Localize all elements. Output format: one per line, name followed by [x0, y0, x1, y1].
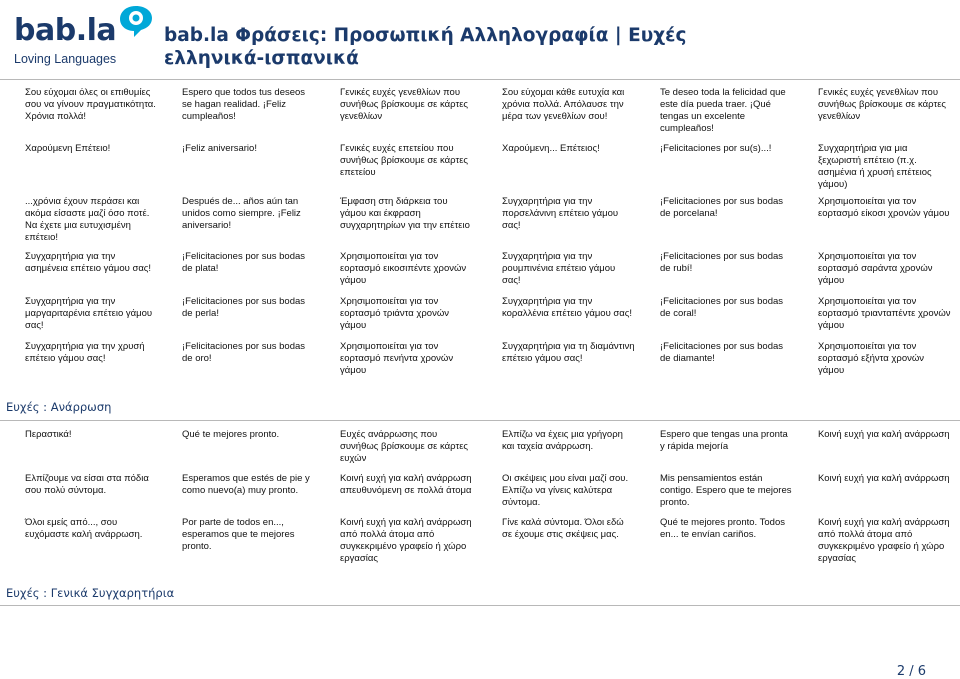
phrase-usage: Χρησιμοποιείται για τον εορτασμό πενήντα χρονών γάμου [340, 341, 454, 376]
phrase-usage: Κοινή ευχή για καλή ανάρρωση [818, 429, 950, 440]
phrase-greek: Συγχαρητήρια για την μαργαριταρένια επέτειο γάμου σας! [25, 296, 153, 331]
page-title-line2: ελληνικά-ισπανικά [164, 48, 359, 69]
phrase-spanish: Espero que todos tus deseos se hagan realidad. ¡Feliz cumpleaños! [182, 87, 306, 122]
phrase-usage: Κοινή ευχή για καλή ανάρρωση απευθυνόμενη σε πολλά άτομα [340, 473, 472, 496]
phrase-usage: Συγχαρητήρια για μια ξεχωριστή επέτειο (π.χ. ασημένια ή χρυσή επέτειος γάμου) [818, 143, 932, 190]
phrase-greek: Περαστικά! [25, 429, 72, 440]
phrase-spanish: ¡Felicitaciones por sus bodas de porcelana! [660, 196, 784, 219]
phrase-usage: Χρησιμοποιείται για τον εορτασμό εξήντα χρονών γάμου [818, 341, 925, 376]
phrase-spanish: Después de... años aún tan unidos como siempre. ¡Feliz aniversario! [182, 196, 301, 231]
phrase-greek: Συγχαρητήρια για την πορσελάνινη επέτειο γάμου σας! [502, 196, 619, 231]
phrase-usage: Χρησιμοποιείται για τον εορτασμό είκοσι χρονών γάμου [818, 196, 950, 219]
phrase-spanish: Por parte de todos en..., esperamos que te mejores pronto. [182, 517, 295, 552]
phrase-spanish: ¡Felicitaciones por sus bodas de rubí! [660, 251, 784, 274]
phrase-greek: Ελπίζω να έχεις μια γρήγορη και ταχεία ανάρρωση. [502, 429, 623, 452]
phrase-spanish: Te deseo toda la felicidad que este día pueda traer. ¡Qué tengas un excelente cumpleaños! [660, 87, 786, 134]
phrase-greek: Συγχαρητήρια για την ρουμπινένια επέτειο γάμου σας! [502, 251, 616, 286]
phrase-spanish: ¡Felicitaciones por sus bodas de oro! [182, 341, 306, 364]
phrase-spanish: ¡Feliz aniversario! [182, 143, 257, 154]
phrase-spanish: ¡Felicitaciones por sus bodas de diamante! [660, 341, 784, 364]
phrase-usage: Γενικές ευχές γενεθλίων που συνήθως βρίσκουμε σε κάρτες γενεθλίων [340, 87, 469, 122]
divider [0, 420, 960, 421]
phrase-spanish: Esperamos que estés de pie y como nuevo(a) muy pronto. [182, 473, 310, 496]
phrase-spanish: ¡Felicitaciones por sus bodas de perla! [182, 296, 306, 319]
phrase-spanish: Qué te mejores pronto. Todos en... te envían cariños. [660, 517, 785, 540]
phrase-greek: ...χρόνια έχουν περάσει και ακόμα είσαστε μαζί όσο ποτέ. Να έχετε μια ευτυχισμένη επέτειο! [25, 196, 150, 243]
phrase-usage: Χρησιμοποιείται για τον εορτασμό τριανταπέντε χρονών γάμου [818, 296, 951, 331]
phrase-greek: Χαρούμενη Επέτειο! [25, 143, 111, 154]
phrase-greek: Οι σκέψεις μου είναι μαζί σου. Ελπίζω να γίνεις καλύτερα σύντομα. [502, 473, 629, 508]
babla-logo[interactable] [14, 4, 154, 70]
section-heading: Ευχές : Γενικά Συγχαρητήρια [6, 586, 175, 600]
page-title-line1: bab.la Φράσεις: Προσωπική Αλληλογραφία | Ευχές [164, 25, 687, 46]
phrase-greek: Συγχαρητήρια για την χρυσή επέτειο γάμου σας! [25, 341, 145, 364]
section-heading: Ευχές : Ανάρρωση [6, 400, 112, 414]
phrase-greek: Συγχαρητήρια για τη διαμάντινη επέτειο γάμου σας! [502, 341, 635, 364]
phrase-usage: Χρησιμοποιείται για τον εορτασμό εικοσιπέντε χρονών γάμου [340, 251, 467, 286]
phrase-greek: Χαρούμενη... Επέτειος! [502, 143, 600, 154]
phrase-usage: Γενικές ευχές γενεθλίων που συνήθως βρίσκουμε σε κάρτες γενεθλίων [818, 87, 947, 122]
phrase-greek: Ελπίζουμε να είσαι στα πόδια σου πολύ σύντομα. [25, 473, 149, 496]
phrase-spanish: Mis pensamientos están contigo. Espero que te mejores pronto. [660, 473, 792, 508]
phrase-usage: Κοινή ευχή για καλή ανάρρωση από πολλά άτομα από συγκεκριμένο γραφείο ή χώρο εργασίας [340, 517, 472, 564]
phrase-spanish: ¡Felicitaciones por sus bodas de coral! [660, 296, 784, 319]
phrase-spanish: ¡Felicitaciones por su(s)...! [660, 143, 772, 154]
phrase-spanish: ¡Felicitaciones por sus bodas de plata! [182, 251, 306, 274]
page-number: 2 / 6 [896, 664, 926, 679]
logo-tagline: Loving Languages [14, 52, 117, 66]
phrase-usage: Ευχές ανάρρωσης που συνήθως βρίσκουμε σε κάρτες ευχών [340, 429, 469, 464]
phrase-greek: Σου εύχομαι όλες οι επιθυμίες σου να γίνουν πραγματικότητα. Χρόνια πολλά! [25, 87, 156, 122]
phrase-greek: Σου εύχομαι κάθε ευτυχία και χρόνια πολλά. Απόλαυσε την μέρα των γενεθλίων σου! [502, 87, 625, 122]
phrase-usage: Κοινή ευχή για καλή ανάρρωση από πολλά άτομα από συγκεκριμένο γραφείο ή χώρο εργασίας [818, 517, 950, 564]
phrase-greek: Όλοι εμείς από..., σου ευχόμαστε καλή ανάρρωση. [25, 517, 143, 540]
phrase-usage: Έμφαση στη διάρκεια του γάμου και έκφραση συγχαρητηρίων για την επέτειο [340, 196, 470, 231]
logo-wordmark: bab.la [14, 13, 117, 48]
divider [0, 79, 960, 80]
speech-bubble-icon [118, 4, 154, 38]
phrase-usage: Κοινή ευχή για καλή ανάρρωση [818, 473, 950, 484]
divider [0, 605, 960, 606]
page-title [164, 24, 686, 70]
phrase-spanish: Qué te mejores pronto. [182, 429, 280, 440]
phrase-greek: Συγχαρητήρια για την κοραλλένια επέτειο γάμου σας! [502, 296, 632, 319]
phrase-usage: Γενικές ευχές επετείου που συνήθως βρίσκουμε σε κάρτες επετείου [340, 143, 469, 178]
phrase-usage: Χρησιμοποιείται για τον εορτασμό σαράντα χρονών γάμου [818, 251, 933, 286]
phrase-greek: Συγχαρητήρια για την ασημένεια επέτειο γάμου σας! [25, 251, 152, 274]
phrase-spanish: Espero que tengas una pronta y rápida mejoría [660, 429, 788, 452]
phrase-greek: Γίνε καλά σύντομα. Όλοι εδώ σε έχουμε στις σκέψεις μας. [502, 517, 624, 540]
phrase-usage: Χρησιμοποιείται για τον εορτασμό τριάντα χρονών γάμου [340, 296, 450, 331]
